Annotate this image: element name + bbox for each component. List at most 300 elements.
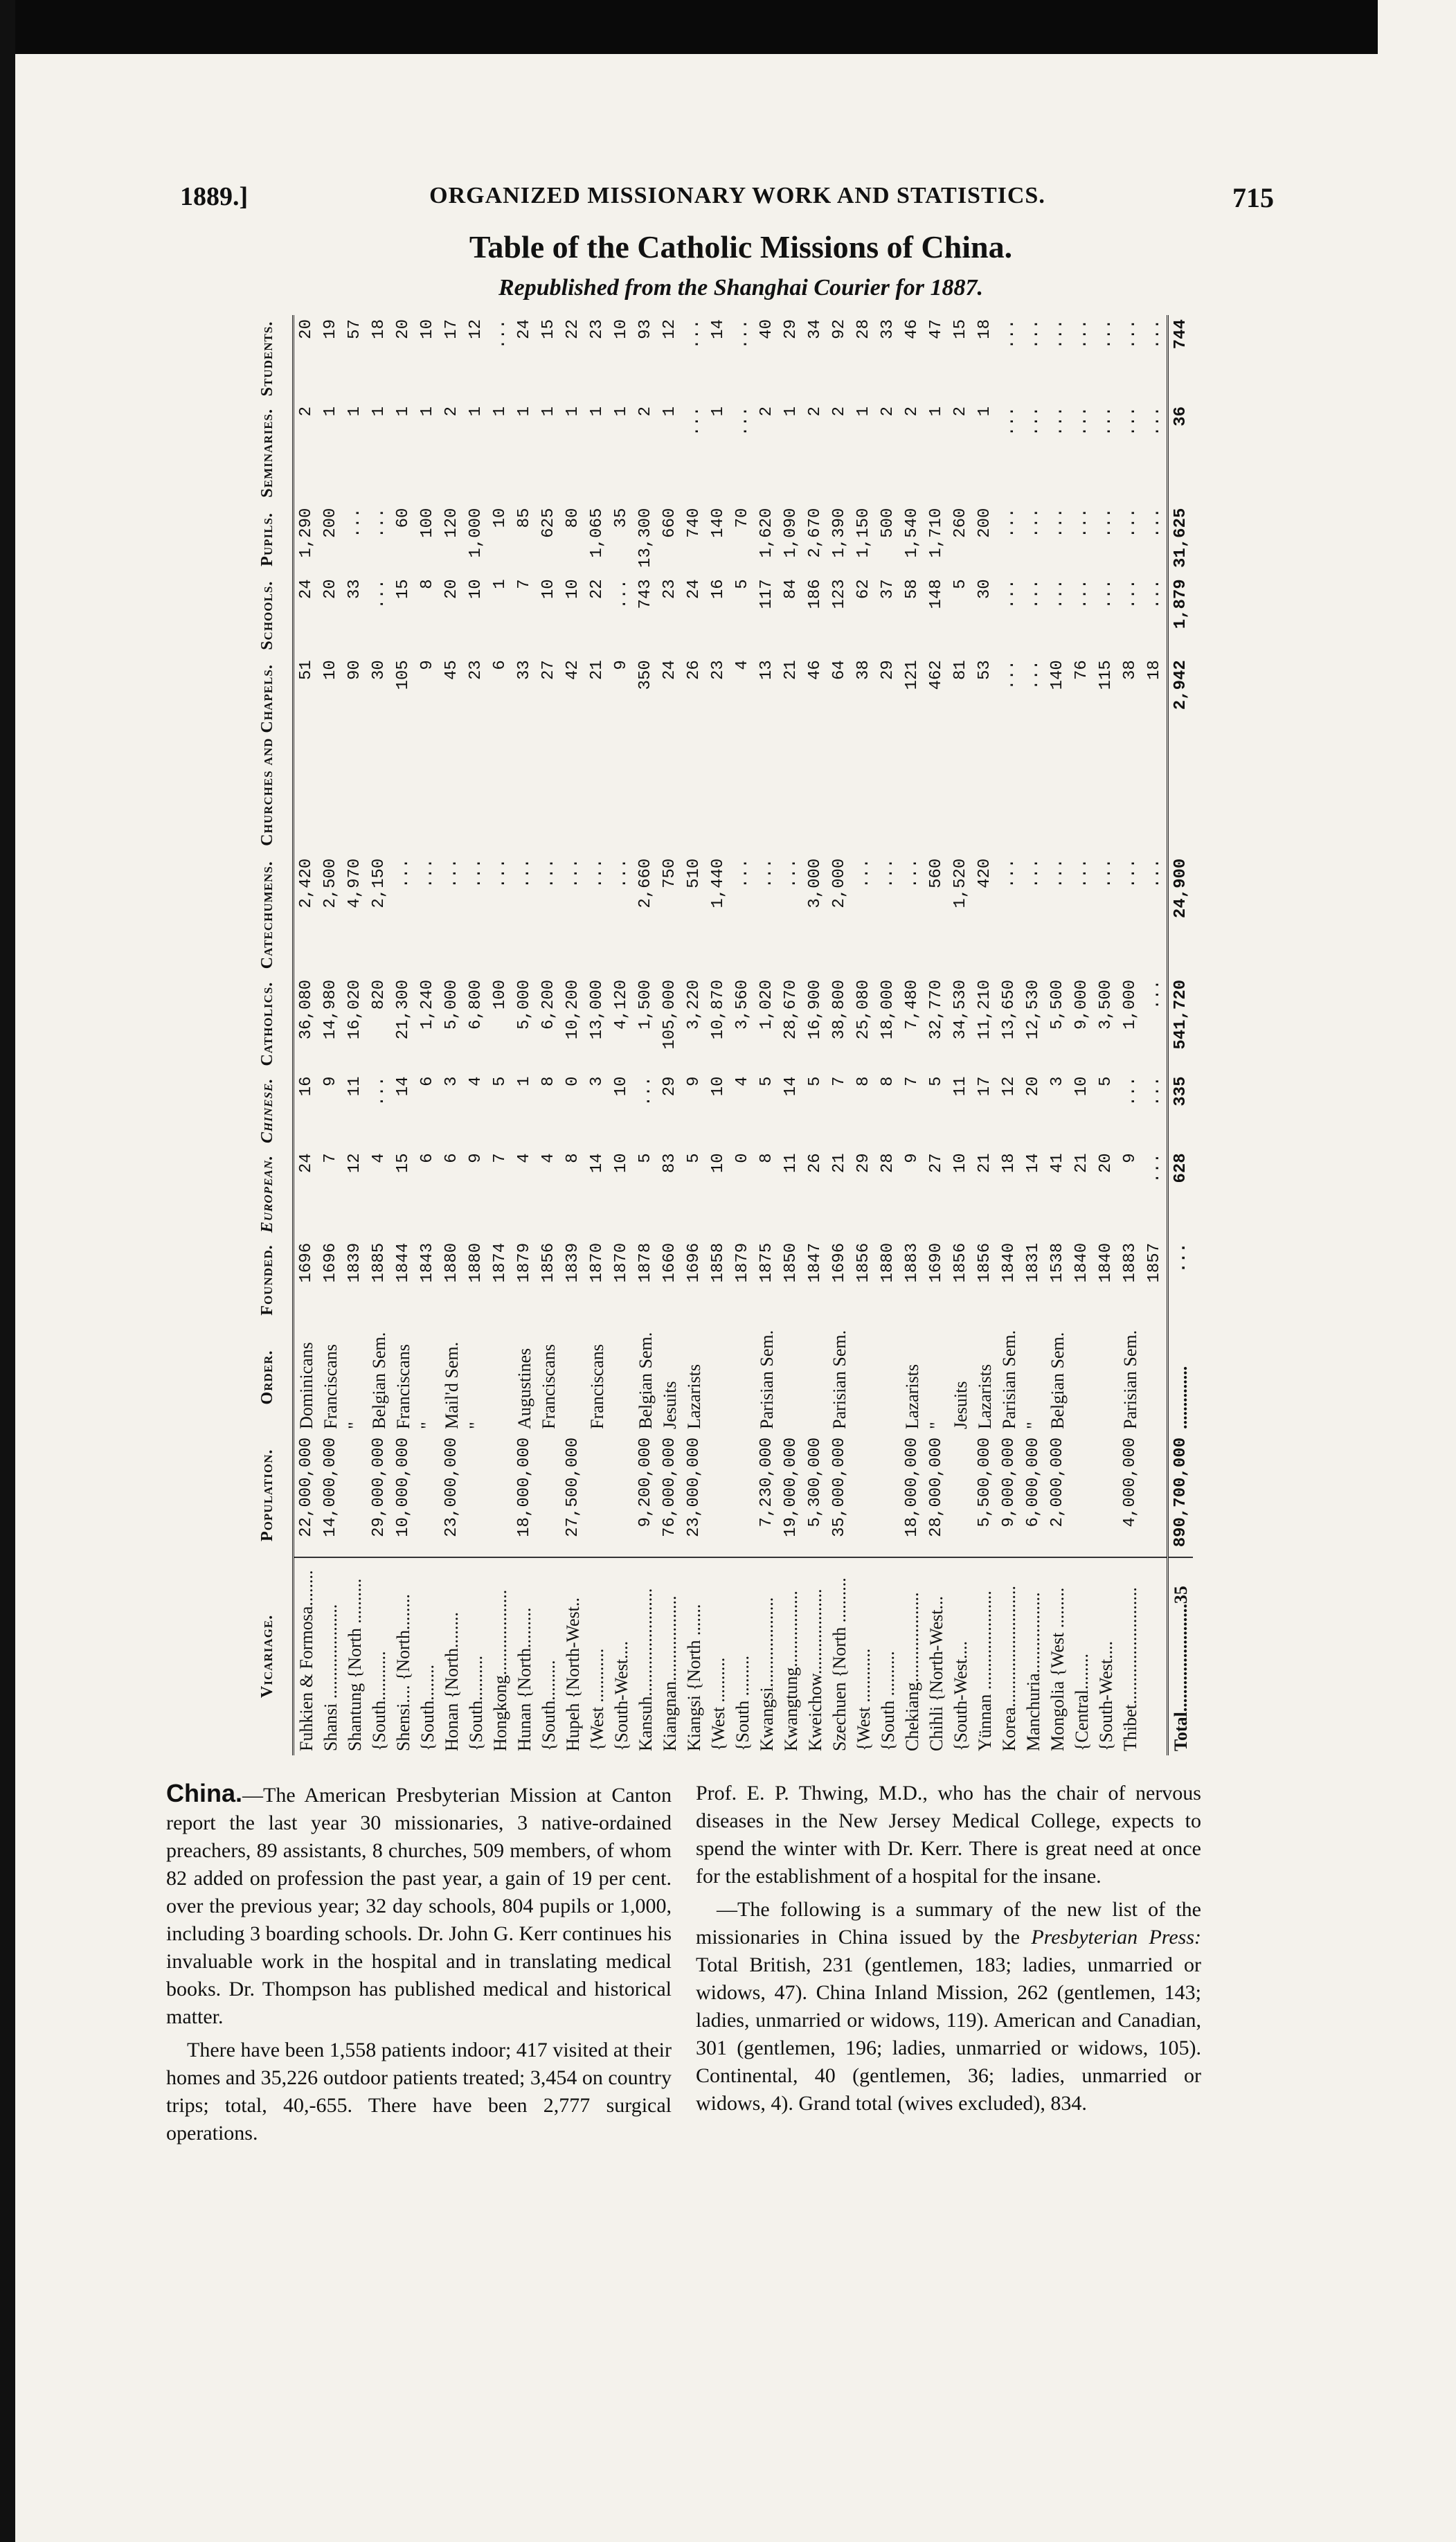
table-cell: 35 [612,508,631,528]
table-cell: 3,220 [685,979,703,1030]
table-row [633,315,658,1755]
table-cell: 1,240 [418,979,437,1030]
table-cell: 1874 [491,1242,510,1283]
table-cell: 80 [564,508,582,528]
table-row [730,315,755,1755]
table-row [464,315,488,1755]
table-cell: 35,000,000 [830,1437,849,1537]
table-cell: 20 [1097,1153,1115,1174]
table-cell: 5 [806,1076,825,1086]
table-cell: 7 [491,1153,510,1163]
table-cell: ... [370,579,388,609]
column-header: Chinese. [242,1072,294,1149]
table-cell: 1538 [1048,1242,1067,1283]
table-row [876,315,900,1755]
header-year: 1889.] [180,182,249,211]
table-cell: 81 [951,660,970,681]
table-cell [730,1321,755,1433]
table-cell: Franciscans [539,1344,559,1429]
table-cell: 64 [830,660,849,681]
table-cell: 15 [394,579,413,600]
table-cell: ... [1048,406,1067,437]
table-cell: 12 [345,1153,364,1174]
table-cell: 420 [976,858,994,888]
table-cell: 46 [903,319,922,339]
table-cell: 24 [685,579,703,600]
table-cell: 1696 [685,1242,703,1283]
table-cell: ... [685,319,703,350]
table-cell: 1 [927,406,946,417]
table-cell: {South ......... [730,1557,755,1755]
table-cell: ... [1097,406,1115,437]
table-cell: ... [612,858,631,888]
table-cell: 5 [491,1076,510,1086]
table-cell: 7 [515,579,534,589]
table-cell: ... [1072,406,1091,437]
table-cell: ... [1072,579,1091,609]
table-cell: {South.......... [464,1557,488,1755]
table-cell: ... [1097,508,1115,538]
table-cell: 8 [539,1076,558,1086]
column-header: Population. [242,1433,294,1557]
table-cell: 2 [757,406,776,417]
table-cell: 0 [564,1076,582,1086]
table-cell: 23 [467,660,485,681]
table-cell: 1,620 [757,508,776,558]
table-row [488,315,512,1755]
table-cell: 1870 [588,1242,606,1283]
table-cell: Parisian Sem. [757,1330,777,1429]
table-cell: 1,879 [1168,575,1194,656]
table-cell: 6,200 [539,979,558,1030]
table-cell: 1 [418,406,437,417]
table-cell: 5,500 [1048,979,1067,1030]
scan-edge-top [0,0,1378,54]
table-cell: 21,300 [394,979,413,1040]
right-column [696,1780,1201,2123]
table-cell: 5,500,000 [976,1437,994,1528]
table-cell: 1880 [467,1242,485,1283]
table-cell: 21 [588,660,606,681]
rotated-table-area [242,315,1267,1755]
column-header: Schools. [242,575,294,656]
table-cell: 3,500 [1097,979,1115,1030]
total-row [1168,315,1194,1755]
table-cell: ... [733,406,752,437]
table-cell: 1,000 [1121,979,1140,1030]
table-cell: ... [879,858,897,888]
table-cell: 1 [394,406,413,417]
table-cell: 1696 [321,1242,340,1283]
table-cell: 1880 [879,1242,897,1283]
table-cell: 23,000,000 [442,1437,461,1537]
table-cell [609,1321,633,1433]
table-cell: 4 [370,1153,388,1163]
table-row [537,315,561,1755]
table-cell: 6,000,000 [1024,1437,1043,1528]
table-cell: 140 [1048,660,1067,690]
table-cell: Belgian Sem. [1048,1332,1068,1429]
table-cell: 660 [660,508,679,538]
column-header: Churches and Chapels. [242,656,294,854]
table-cell: 10 [564,579,582,600]
table-cell: 1 [515,1076,534,1086]
table-cell: Lazarists [902,1364,922,1429]
table-cell: ... [1145,1153,1164,1183]
table-cell: 84 [782,579,800,600]
table-cell: 16,020 [345,979,364,1040]
table-cell [706,1321,730,1433]
table-cell: 21 [782,660,800,681]
table-cell: 1883 [903,1242,922,1283]
table-cell: 1 [709,406,728,417]
column-header: Seminaries. [242,402,294,504]
table-cell: ... [1121,1076,1140,1107]
column-header: Catechumens. [242,854,294,976]
table-row [1118,315,1142,1755]
table-cell: Shansi ..................... [318,1557,343,1755]
table-cell: 10 [491,508,510,528]
table-cell: Thibet.......................... [1118,1557,1142,1755]
table-cell: 462 [927,660,946,690]
table-row [415,315,440,1755]
table-cell: ... [1097,319,1115,350]
table-cell: 34,530 [951,979,970,1040]
table-cell: 1696 [297,1242,316,1283]
table-row [706,315,730,1755]
table-cell: 1 [321,406,340,417]
running-head [180,181,1274,216]
table-cell: Franciscans [393,1344,413,1429]
table-row [1070,315,1094,1755]
table-cell: Franciscans [321,1344,341,1429]
column-header: Order. [242,1321,294,1433]
table-cell: 820 [370,979,388,1010]
table-cell: Kiangnan................... [658,1557,682,1755]
table-cell: ... [1024,406,1043,437]
table-cell: ... [345,508,364,538]
table-cell: 4,120 [612,979,631,1030]
table-cell: 29 [854,1153,873,1174]
table-cell: 33 [345,579,364,600]
table-cell: 13,300 [636,508,655,569]
table-cell: 7,230,000 [757,1437,776,1528]
table-cell: 9 [418,660,437,670]
table-cell: Belgian Sem. [636,1332,656,1429]
table-cell [464,1433,488,1557]
table-cell: 40 [757,319,776,339]
table-cell [1070,1321,1094,1433]
table-row [391,315,415,1755]
table-row [440,315,464,1755]
table-cell: Parisian Sem. [829,1330,850,1429]
table-cell: 1839 [564,1242,582,1283]
table-cell: 10 [321,660,340,681]
table-cell: 10 [709,1076,728,1097]
table-cell: 9,200,000 [636,1437,655,1528]
table-cell: 62 [854,579,873,600]
table-cell: ... [903,858,922,888]
table-cell: 90 [345,660,364,681]
table-cell: 70 [733,508,752,528]
table-cell: ... [1048,858,1067,888]
table-cell: 200 [321,508,340,538]
table-cell [561,1321,585,1433]
table-cell: " [417,1422,438,1429]
table-cell: 1 [976,406,994,417]
table-cell: 20 [442,579,461,600]
table-row [367,315,391,1755]
table-cell: 5 [1097,1076,1115,1086]
table-cell: 121 [903,660,922,690]
table-cell: {West .......... [706,1557,730,1755]
table-cell: 7 [830,1076,849,1086]
table-cell: ... [1145,858,1164,888]
table-cell: 1660 [660,1242,679,1283]
table-cell: Total........................35 [1168,1557,1194,1755]
table-cell: 1 [491,579,510,589]
table-cell: 1 [660,406,679,417]
table-row [658,315,682,1755]
table-cell: 2 [879,406,897,417]
table-cell: 38 [1121,660,1140,681]
table-cell: 4 [467,1076,485,1086]
table-cell: 28 [879,1153,897,1174]
patients-paragraph: There have been 1,558 patients indoor; 417 visited at their homes and 35,226 outdoor patients treated; 3,454 on country trips; total, 40,-655. There have been 2,777 surgical operations. [166,2039,672,2145]
table-cell: 18,000,000 [903,1437,922,1537]
table-cell: 123 [830,579,849,609]
table-cell: ... [1121,406,1140,437]
table-cell [415,1433,440,1557]
table-cell: 8 [879,1076,897,1086]
table-cell: Shantung {North .......... [343,1557,367,1755]
table-cell: ... [418,858,437,888]
table-cell [1142,1321,1168,1433]
table-cell: 2 [806,406,825,417]
table-cell: 14 [709,319,728,339]
table-cell: ... [1024,660,1043,690]
table-cell: 1,150 [854,508,873,558]
table-cell: 5 [951,579,970,589]
table-cell: Belgian Sem. [369,1332,389,1429]
table-cell: Kwangsi.................... [755,1557,779,1755]
table-cell: 541,720 [1168,976,1194,1073]
table-cell: 1 [539,406,558,417]
table-cell: 15 [394,1153,413,1174]
table-cell: 28 [854,319,873,339]
table-cell: 60 [394,508,413,528]
table-cell: 8 [854,1076,873,1086]
table-cell: 1 [588,406,606,417]
table-cell: 93 [636,319,655,339]
table-cell [779,1321,803,1433]
table-cell: 83 [660,1153,679,1174]
table-cell: 140 [709,508,728,538]
table-row [318,315,343,1755]
table-cell: 25,080 [854,979,873,1040]
table-cell: 1883 [1121,1242,1140,1283]
table-cell: 33 [879,319,897,339]
table-cell: 1,710 [927,508,946,558]
table-cell [488,1321,512,1433]
page-number: 715 [1232,182,1274,213]
table-cell [488,1433,512,1557]
table-cell: 2 [830,406,849,417]
table-cell: 2,500 [321,858,340,909]
table-cell: 20 [297,319,316,339]
table-cell: 28,670 [782,979,800,1040]
table-row [924,315,949,1755]
table-cell: ... [1000,508,1018,538]
table-cell: 6 [418,1153,437,1163]
table-cell: ... [1000,579,1018,609]
column-header: Catholics. [242,976,294,1073]
table-cell [949,1433,973,1557]
table-cell: ... [1145,579,1164,609]
table-cell: 1,290 [297,508,316,558]
table-cell: 28,000,000 [927,1437,946,1537]
table-cell: 30 [976,579,994,600]
table-cell: 2 [442,406,461,417]
press-name: Presbyterian Press: [1031,1926,1201,1949]
table-cell: 1 [854,406,873,417]
table-cell: 5,000 [515,979,534,1030]
table-cell: ... [1000,319,1018,350]
table-cell: 36 [1168,402,1194,504]
table-cell: Jesuits [660,1381,680,1429]
table-cell: 0 [733,1153,752,1163]
table-cell: 10,200 [564,979,582,1040]
table-cell: ... [1072,319,1091,350]
table-cell: 14 [588,1153,606,1174]
table-cell: 23 [709,660,728,681]
table-cell: 9 [321,1076,340,1086]
table-cell: Hupeh {North-West.. [561,1557,585,1755]
table-row [1094,315,1118,1755]
table-cell: 29 [879,660,897,681]
table-cell: 9 [467,1153,485,1163]
table-cell: 22 [564,319,582,339]
table-cell: 27 [927,1153,946,1174]
table-cell: 18 [370,319,388,339]
table-cell: 1870 [612,1242,631,1283]
table-cell: " [926,1422,946,1429]
table-cell: 18 [1145,660,1164,681]
table-cell: ... [1168,1239,1194,1321]
table-cell: 16,900 [806,979,825,1040]
table-cell: ... [588,858,606,888]
table-cell: 2,660 [636,858,655,909]
table-cell: 9 [1121,1153,1140,1163]
table-row [682,315,706,1755]
table-cell: 1,390 [830,508,849,558]
table-cell: 1,065 [588,508,606,558]
table-cell: 1858 [709,1242,728,1283]
table-cell: 24 [660,660,679,681]
table-cell: ... [1000,660,1018,690]
table-cell: 105 [394,660,413,690]
table-cell: 628 [1168,1149,1194,1239]
table-cell: 117 [757,579,776,609]
table-cell: 2,000 [830,858,849,909]
table-cell: 11 [951,1076,970,1097]
table-cell: 47 [927,319,946,339]
table-cell: 16 [709,579,728,600]
table-cell: 10,870 [709,979,728,1040]
table-cell: Chihli {North-West... [924,1557,949,1755]
table-cell: 36,080 [297,979,316,1040]
table-cell: 500 [879,508,897,538]
table-cell: 14 [1024,1153,1043,1174]
table-cell: ... [1024,579,1043,609]
table-cell: ... [1048,508,1067,538]
table-cell: 24,900 [1168,854,1194,976]
table-cell: 85 [515,508,534,528]
table-cell: 10 [709,1153,728,1174]
table-row [973,315,997,1755]
table-cell: {West ............ [585,1557,609,1755]
table-body [294,315,1194,1755]
table-cell: Mongolia {West ......... [1045,1557,1070,1755]
table-cell: 186 [806,579,825,609]
table-cell: 26 [806,1153,825,1174]
thwing-paragraph: Prof. E. P. Thwing, M.D., who has the chair of nervous diseases in the New Jersey Medical College, expects to spend the winter with Dr. Kerr. There is great need at once for the establishment of a hospital for the insane. [696,1782,1201,1888]
table-cell: 9 [685,1076,703,1086]
table-row [997,315,1021,1755]
table-cell: Augustines [514,1348,534,1429]
table-cell: {South-West.... [609,1557,633,1755]
table-cell: ... [733,319,752,350]
table-cell: 14 [782,1076,800,1097]
table-cell [1070,1433,1094,1557]
table-cell: Shensi.... {North........ [391,1557,415,1755]
table-cell: .............. [1168,1321,1194,1433]
table-cell: 11 [782,1153,800,1174]
table-cell: 16 [297,1076,316,1097]
column-header: Students. [242,315,294,402]
table-cell: 1878 [636,1242,655,1283]
table-cell: Parisian Sem. [999,1330,1019,1429]
table-cell: 12,530 [1024,979,1043,1040]
table-cell: Honan {North........ [440,1557,464,1755]
table-cell: ... [491,319,510,350]
table-cell: 1831 [1024,1242,1043,1283]
table-cell [1142,1557,1168,1755]
table-cell: 2 [903,406,922,417]
table-cell: 18 [1000,1153,1018,1174]
table-cell: ... [1024,319,1043,350]
table-cell: 1879 [515,1242,534,1283]
table-cell: {West ............ [852,1557,876,1755]
table-cell: ... [491,858,510,888]
table-cell: 31,625 [1168,504,1194,575]
table-cell: Jesuits [951,1381,971,1429]
table-cell: 260 [951,508,970,538]
table-cell: Dominicans [296,1342,316,1429]
table-cell: ... [467,858,485,888]
table-cell [1094,1321,1118,1433]
table-cell: 335 [1168,1072,1194,1149]
table-cell: 1,520 [951,858,970,909]
table-cell: 1 [564,406,582,417]
table-cell: 740 [685,508,703,538]
table-cell: 17 [442,319,461,339]
table-cell: 23,000,000 [685,1437,703,1537]
table-cell: ... [1145,979,1164,1010]
table-cell [876,1433,900,1557]
table-cell: 18,000 [879,979,897,1040]
table-cell [1094,1433,1118,1557]
